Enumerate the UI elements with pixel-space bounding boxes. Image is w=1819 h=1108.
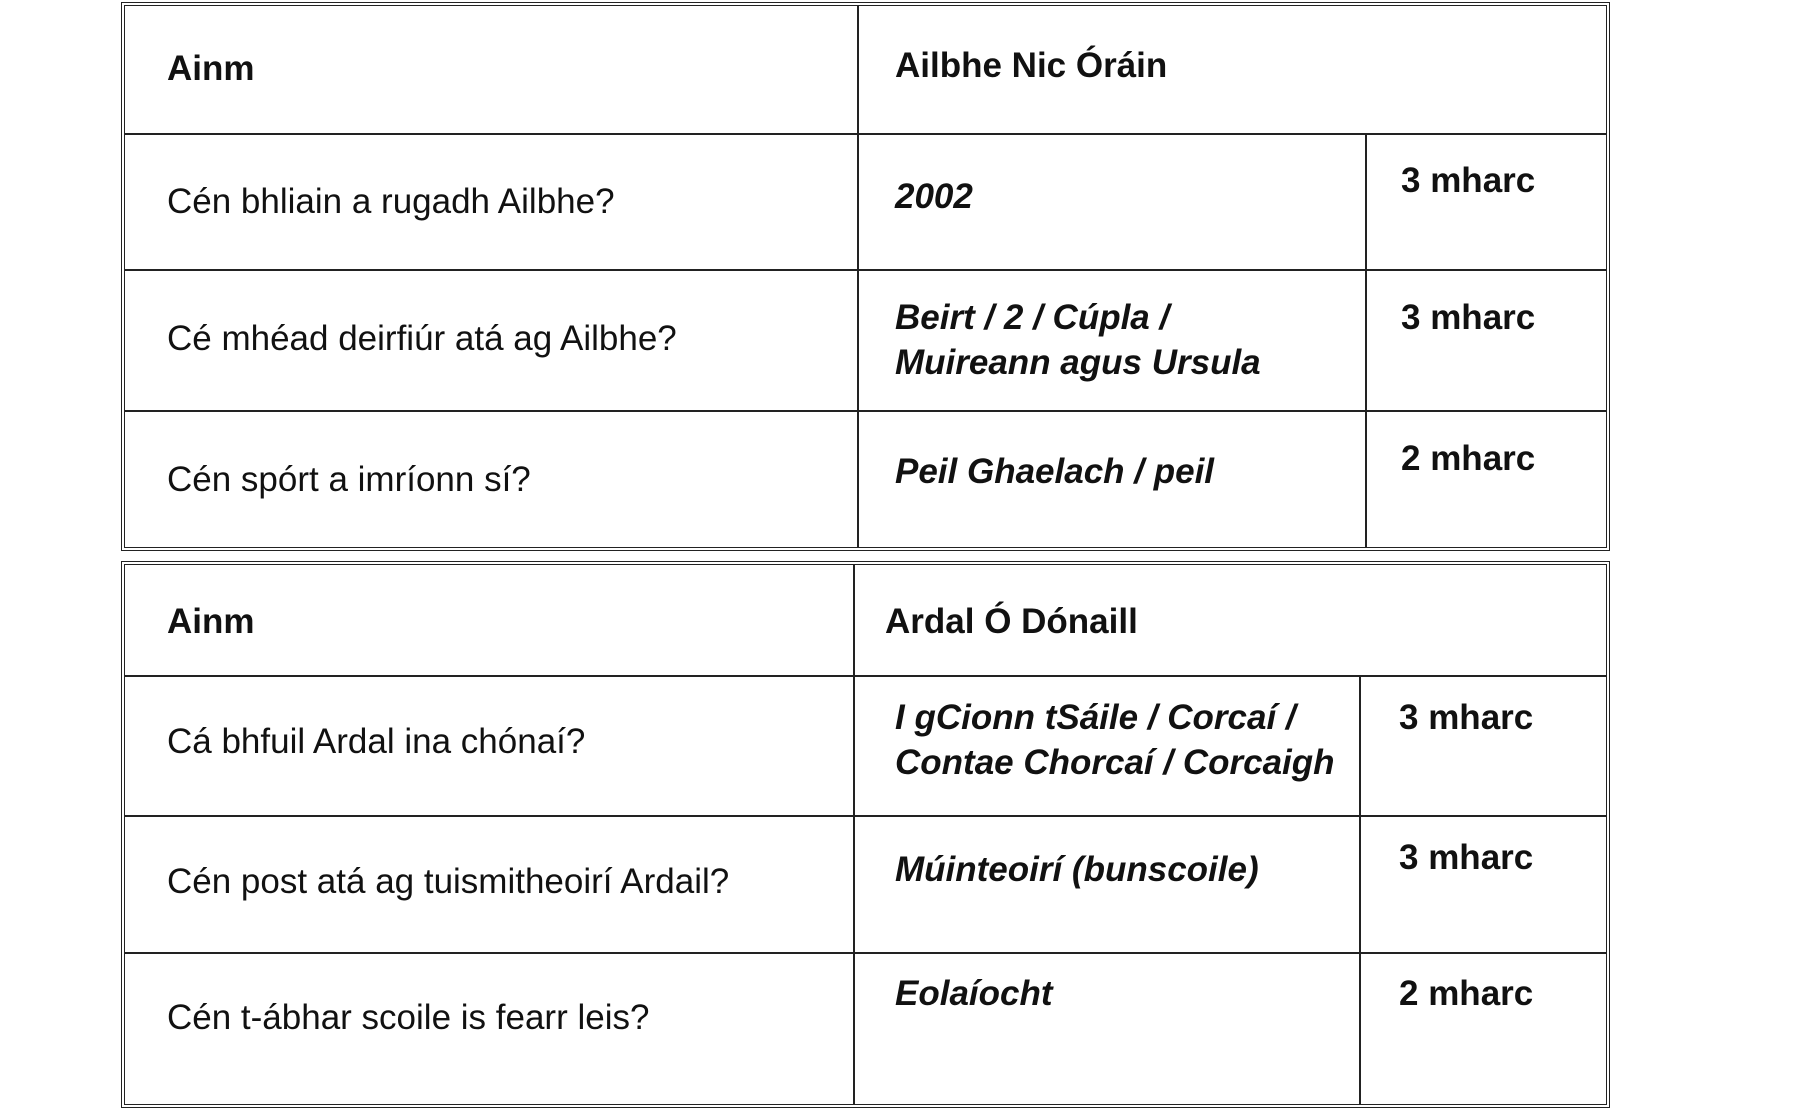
column-divider [857,6,859,547]
marks-text: 3 mharc [1399,838,1534,877]
row-divider [125,675,1606,677]
answer-table-ailbhe [121,2,1610,551]
marks-text: 2 mharc [1399,974,1534,1013]
question-text: Cén spórt a imríonn sí? [167,460,531,499]
answer-text: I gCionn tSáile / Corcaí / [895,698,1296,737]
answer-text: Muireann agus Ursula [895,343,1261,382]
name-label: Ainm [167,602,255,641]
column-divider [1359,675,1361,1104]
answer-text: Contae Chorcaí / Corcaigh [895,743,1335,782]
marks-text: 2 mharc [1401,439,1536,478]
row-divider [125,952,1606,954]
marks-text: 3 mharc [1401,298,1536,337]
row-divider [125,410,1606,412]
column-divider [853,565,855,1104]
answer-text: Múinteoirí (bunscoile) [895,850,1259,889]
question-text: Cén t-ábhar scoile is fearr leis? [167,998,650,1037]
row-divider [125,133,1606,135]
answer-text: Peil Ghaelach / peil [895,452,1215,491]
marks-text: 3 mharc [1399,698,1534,737]
answer-text: Eolaíocht [895,974,1053,1013]
student-name: Ailbhe Nic Óráin [895,46,1168,85]
answer-text: 2002 [895,177,973,216]
student-name: Ardal Ó Dónaill [885,602,1138,641]
name-label: Ainm [167,49,255,88]
question-text: Cén bhliain a rugadh Ailbhe? [167,182,615,221]
question-text: Cá bhfuil Ardal ina chónaí? [167,722,586,761]
answer-table-ardal [121,561,1610,1108]
answer-text: Beirt / 2 / Cúpla / [895,298,1170,337]
row-divider [125,269,1606,271]
marks-text: 3 mharc [1401,161,1536,200]
question-text: Cé mhéad deirfiúr atá ag Ailbhe? [167,319,677,358]
row-divider [125,815,1606,817]
question-text: Cén post atá ag tuismitheoirí Ardail? [167,862,730,901]
column-divider [1365,133,1367,547]
